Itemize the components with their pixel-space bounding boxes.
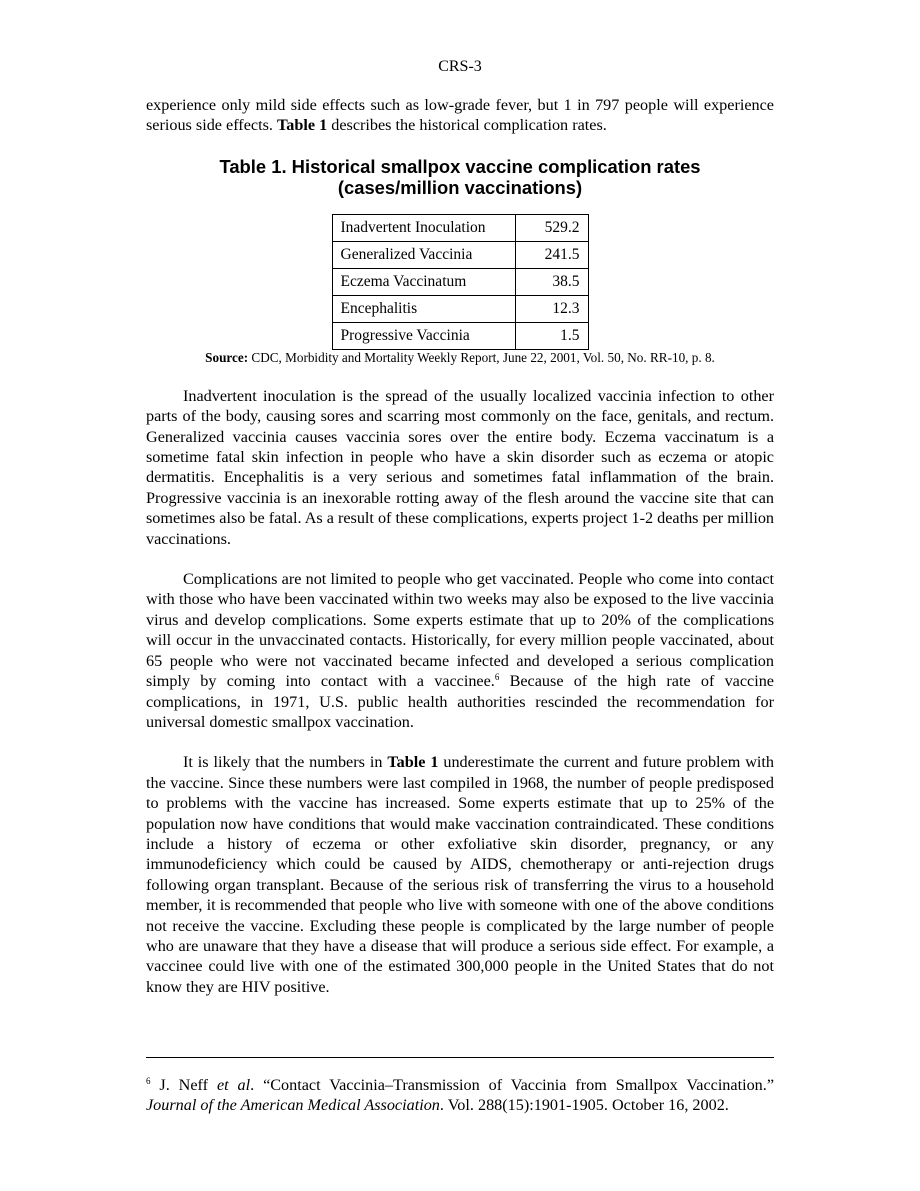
table-source bbox=[146, 350, 774, 366]
paragraph-contacts-text: Complications are not limited to people who get vaccinated. People who come into contact with those who have been vaccinated within two weeks may also be exposed to the live vaccinia virus and develop complications. Some experts estimate that up to 20% of the complications will occur in the unvaccinated contacts. Historically, for every million people vaccinated, about 65 people who were not vaccinated became infected and developed a serious complication simply by coming into contact with a vaccinee. bbox=[146, 570, 774, 691]
intro-paragraph bbox=[146, 95, 774, 136]
paragraph-contacts bbox=[146, 569, 774, 732]
table-row bbox=[332, 214, 588, 241]
complication-rate-cell: 12.3 bbox=[515, 295, 588, 322]
complication-name-cell: Progressive Vaccinia bbox=[332, 322, 515, 349]
table-title-line2: (cases/million vaccinations) bbox=[337, 176, 583, 198]
paragraph-underestimate bbox=[146, 752, 774, 997]
footnote-number: 6 bbox=[146, 1076, 151, 1086]
footnote-citation: . Vol. 288(15):1901-1905. October 16, 2002. bbox=[439, 1096, 729, 1115]
complication-rate-cell: 1.5 bbox=[515, 322, 588, 349]
footnote-reference[interactable]: 6 bbox=[494, 672, 500, 683]
complication-rate-cell: 241.5 bbox=[515, 241, 588, 268]
footnote-divider bbox=[146, 1057, 774, 1058]
complication-name-cell: Encephalitis bbox=[332, 295, 515, 322]
complication-name-cell: Eczema Vaccinatum bbox=[332, 268, 515, 295]
source-text: CDC, Morbidity and Mortality Weekly Report, June 22, 2001, Vol. 50, No. RR-10, p. 8. bbox=[248, 349, 715, 365]
paragraph-underestimate-text: It is likely that the numbers in bbox=[183, 753, 388, 772]
source-label: Source: bbox=[205, 349, 249, 365]
paragraph-complications: Inadvertent inoculation is the spread of the usually localized vaccinia infection to other parts of the body, causing sores and scarring most commonly on the face, genitals, and rectum. Generalized vaccinia causes vaccinia sores over the entire body. Eczema vaccinatum is a sometime fatal skin infection in people who have a skin disorder such as eczema or atopic dermatitis. Encephalitis is a very serious and sometimes fatal inflammation of the brain. Progressive vaccinia is an inexorable rotting away of the flesh around the vaccine site that can sometimes also be fatal. As a result of these complications, experts project 1-2 deaths per million vaccinations. bbox=[146, 386, 774, 548]
complication-name-cell: Inadvertent Inoculation bbox=[332, 214, 515, 241]
footnote-journal: Journal of the American Medical Association bbox=[146, 1096, 440, 1115]
intro-text: experience only mild side effects such as low-grade fever, but 1 in 797 people will experience serious side effects. bbox=[146, 96, 774, 135]
document-body bbox=[146, 95, 774, 997]
table-reference-bold: Table 1 bbox=[387, 753, 439, 772]
table-reference: Table 1 bbox=[276, 116, 328, 135]
intro-text-end: describes the historical complication rates. bbox=[327, 116, 607, 135]
footnote bbox=[146, 1075, 774, 1116]
table-row bbox=[332, 295, 588, 322]
table-title bbox=[146, 156, 774, 198]
complication-rate-cell: 529.2 bbox=[515, 214, 588, 241]
table-row bbox=[332, 322, 588, 349]
complication-name-cell: Generalized Vaccinia bbox=[332, 241, 515, 268]
table-row bbox=[332, 241, 588, 268]
footnote-author: J. Neff bbox=[150, 1076, 217, 1094]
footnote-title: . “Contact Vaccinia–Transmission of Vaccinia from Smallpox Vaccination.” bbox=[250, 1076, 775, 1094]
table-row bbox=[332, 268, 588, 295]
paragraph-underestimate-text-end: underestimate the current and future problem with the vaccine. Since these numbers were last compiled in 1968, the number of people predisposed to problems with the vaccine has increased. Some experts estimate that up to 25% of the population now have conditions that would make vaccination contraindicated. These conditions include a history of eczema or other exfoliative skin disorder, pregnancy, or any immunodeficiency which could be caused by AIDS, chemotherapy or anti-rejection drugs following organ transplant. Because of the serious risk of transferring the virus to a household member, it is recommended that people who live with someone with one of the above conditions not receive the vaccine. Excluding these people is complicated by the large number of people who are unaware that they have a disease that will produce a serious side effect. For example, a vaccinee could live with one of the estimated 300,000 people in the United States that do not know they are HIV positive. bbox=[146, 753, 775, 996]
footnote-etal: et al bbox=[216, 1076, 251, 1094]
complication-rates-table bbox=[332, 214, 589, 350]
page-number-label: CRS-3 bbox=[438, 58, 482, 75]
table-container bbox=[146, 214, 774, 350]
table-title-line1: Table 1. Historical smallpox vaccine complication rates bbox=[219, 155, 701, 177]
complication-rate-cell: 38.5 bbox=[515, 268, 588, 295]
paragraph-contacts-text-end: Because of the high rate of vaccine complications, in 1971, U.S. public health authorities rescinded the recommendation for universal domestic smallpox vaccination. bbox=[146, 672, 774, 731]
